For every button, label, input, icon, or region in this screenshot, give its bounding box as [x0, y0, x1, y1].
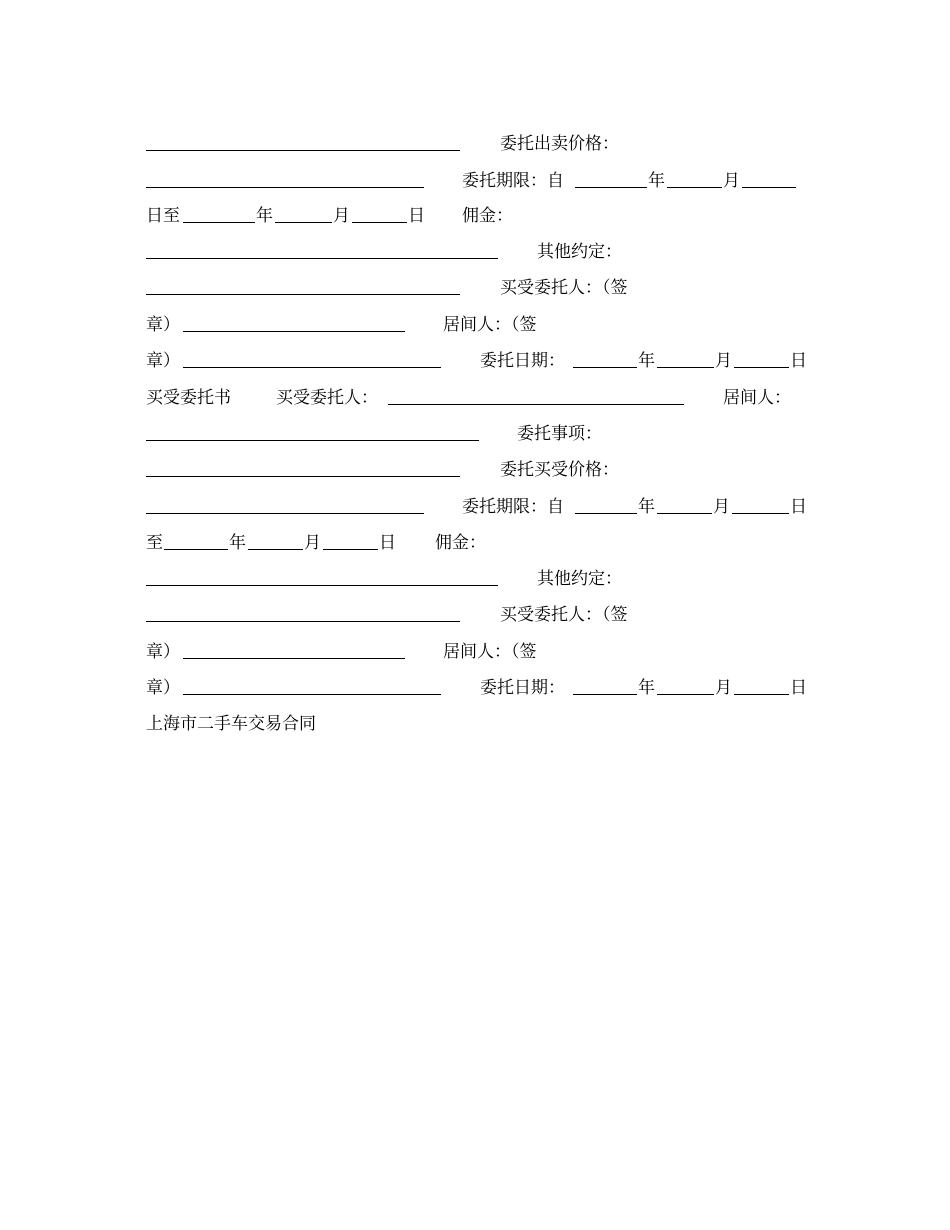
- blank-line: [146, 476, 460, 477]
- blank-line: [146, 294, 460, 295]
- blank-line: [573, 694, 637, 695]
- month-label: 月: [713, 497, 730, 517]
- blank-line: [575, 187, 647, 188]
- month-label: 月: [723, 171, 740, 191]
- blank-line: [146, 621, 460, 622]
- blank-line: [183, 331, 405, 332]
- principal-sign-label: 买受委托人：（签: [500, 278, 628, 298]
- blank-line: [183, 222, 255, 223]
- day-label: 日: [790, 678, 807, 698]
- seller-period-cont-line: [146, 201, 806, 231]
- seller-other-line: [146, 237, 806, 267]
- day-label: 日: [379, 533, 396, 553]
- blank-line: [388, 404, 684, 405]
- blank-line: [146, 440, 479, 441]
- commission-label: 佣金：: [435, 533, 486, 553]
- contract-title-line: [146, 709, 806, 739]
- seller-price-line: [146, 129, 806, 159]
- blank-line: [164, 549, 228, 550]
- buyer-period-cont-line: [146, 528, 806, 558]
- year-label: 年: [638, 678, 655, 698]
- month-label: 月: [304, 533, 321, 553]
- buy-price-label: 委托买受价格：: [500, 460, 619, 480]
- blank-line: [146, 585, 498, 586]
- buyer-header-line: [146, 383, 806, 413]
- buyer-price-line: [146, 455, 806, 485]
- year-label: 年: [648, 171, 665, 191]
- blank-line: [146, 150, 460, 151]
- broker-sign-label: 居间人：（签: [443, 315, 537, 335]
- month-label: 月: [715, 678, 732, 698]
- principal-label: 买受委托人：: [276, 388, 378, 408]
- day-label: 日: [408, 206, 425, 226]
- broker-sign-label: 居间人：（签: [443, 642, 537, 662]
- buyer-principal-line: [146, 600, 806, 630]
- buyer-broker-line: [146, 637, 806, 667]
- blank-line: [146, 258, 498, 259]
- seller-principal-line: [146, 273, 806, 303]
- blank-line: [742, 187, 796, 188]
- month-label: 月: [715, 351, 732, 371]
- blank-line: [657, 513, 712, 514]
- to-label: 至: [146, 533, 163, 553]
- blank-line: [657, 367, 714, 368]
- blank-line: [667, 187, 722, 188]
- year-label: 年: [638, 351, 655, 371]
- date-label: 委托日期：: [480, 351, 565, 371]
- blank-line: [732, 513, 789, 514]
- blank-line: [275, 222, 332, 223]
- buyer-section-title: 买受委托书: [146, 388, 231, 408]
- buyer-matter-line: [146, 419, 806, 449]
- month-label: 月: [333, 206, 350, 226]
- contract-title: 上海市二手车交易合同: [146, 714, 316, 734]
- blank-line: [734, 367, 789, 368]
- broker-label: 居间人：: [723, 388, 791, 408]
- blank-line: [657, 694, 714, 695]
- day-label: 日: [790, 351, 807, 371]
- blank-line: [573, 367, 637, 368]
- buyer-other-line: [146, 564, 806, 594]
- buyer-date-line: [146, 673, 806, 703]
- year-label: 年: [256, 206, 273, 226]
- other-label: 其他约定：: [537, 242, 622, 262]
- blank-line: [146, 513, 424, 514]
- other-label: 其他约定：: [537, 569, 622, 589]
- date-label: 委托日期：: [480, 678, 565, 698]
- seal-cont-label: 章）: [146, 678, 180, 698]
- blank-line: [323, 549, 378, 550]
- buyer-period-line: [146, 492, 806, 522]
- period-label: 委托期限：自: [462, 497, 564, 517]
- principal-sign-label: 买受委托人：（签: [500, 605, 628, 625]
- seal-cont-label: 章）: [146, 315, 180, 335]
- period-label: 委托期限：自: [462, 171, 564, 191]
- blank-line: [575, 513, 637, 514]
- seller-period-line: [146, 166, 806, 196]
- blank-line: [183, 694, 441, 695]
- blank-line: [183, 367, 441, 368]
- day-label: 日: [790, 497, 807, 517]
- blank-line: [146, 187, 424, 188]
- day-to-label: 日至: [146, 206, 180, 226]
- year-label: 年: [229, 533, 246, 553]
- seller-broker-line: [146, 310, 806, 340]
- blank-line: [734, 694, 789, 695]
- seller-date-line: [146, 346, 806, 376]
- blank-line: [183, 658, 405, 659]
- seal-cont-label: 章）: [146, 642, 180, 662]
- seal-cont-label: 章）: [146, 351, 180, 371]
- year-label: 年: [638, 497, 655, 517]
- commission-label: 佣金：: [462, 206, 513, 226]
- blank-line: [352, 222, 407, 223]
- matter-label: 委托事项：: [517, 424, 602, 444]
- blank-line: [248, 549, 303, 550]
- sale-price-label: 委托出卖价格：: [500, 134, 619, 154]
